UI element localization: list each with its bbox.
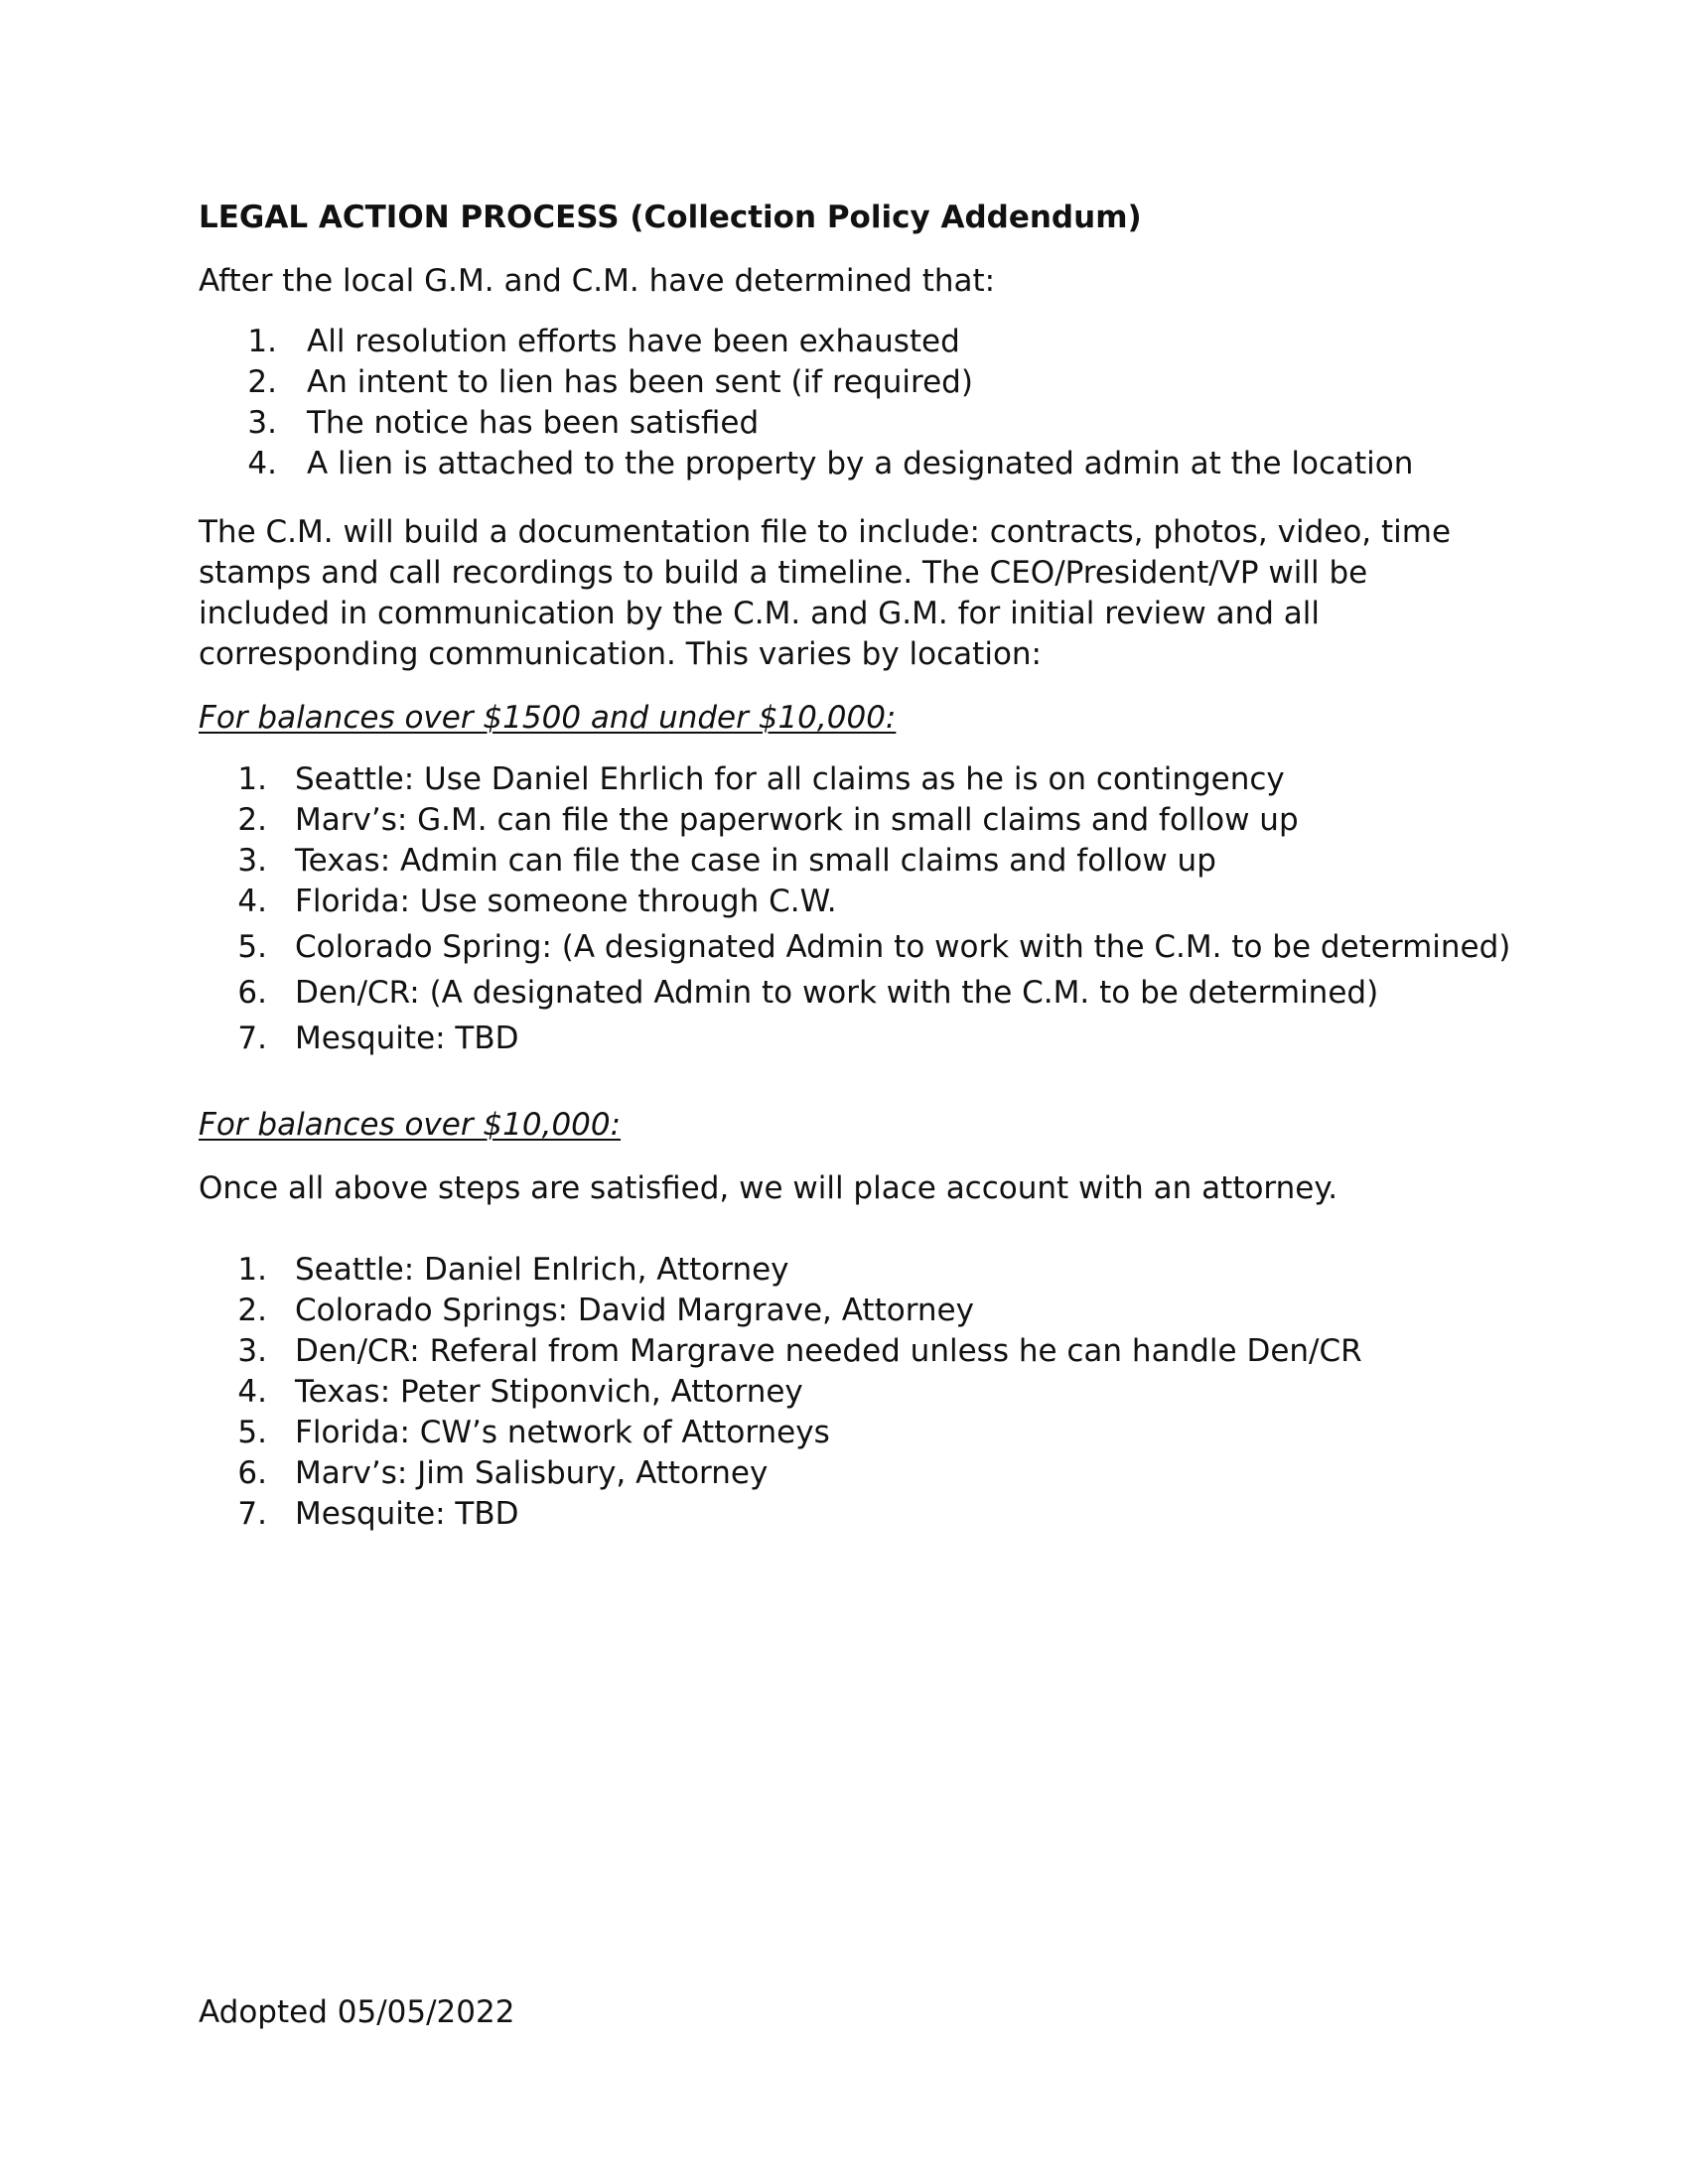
- list-item-number: 3.: [247, 405, 277, 441]
- attorney-list: [223, 1250, 1544, 1535]
- document-title: LEGAL ACTION PROCESS (Collection Policy Addendum): [199, 200, 1142, 235]
- list-item-number: 5.: [237, 929, 267, 965]
- paragraph-line: corresponding communication. This varies by location:: [199, 636, 1043, 672]
- list-item-text: Seattle: Use Daniel Ehrlich for all claims as he is on contingency: [295, 761, 1285, 797]
- list-item-number: 2.: [247, 364, 277, 400]
- list-item-number: 1.: [237, 1252, 267, 1288]
- list-item-text: Seattle: Daniel Enlrich, Attorney: [295, 1252, 789, 1288]
- list-item: [223, 1019, 1544, 1059]
- list-item-text: Marv’s: Jim Salisbury, Attorney: [295, 1455, 769, 1491]
- list-item-text: Florida: CW’s network of Attorneys: [295, 1415, 830, 1450]
- list-item-text: Den/CR: (A designated Admin to work with the C.M. to be determined): [295, 975, 1379, 1011]
- list-item: [223, 1453, 1544, 1494]
- list-item-text: Texas: Admin can file the case in small claims and follow up: [295, 843, 1216, 879]
- list-item: [223, 1291, 1544, 1331]
- list-item-text: Florida: Use someone through C.W.: [295, 884, 837, 919]
- list-item-number: 5.: [237, 1415, 267, 1450]
- list-item: [223, 800, 1544, 841]
- small-balances-list: [223, 759, 1544, 1059]
- list-item-text: The notice has been satisfied: [307, 405, 760, 441]
- list-item-text: Colorado Spring: (A designated Admin to work with the C.M. to be determined): [295, 929, 1511, 965]
- list-item-number: 2.: [237, 1293, 267, 1328]
- list-item-text: An intent to lien has been sent (if required): [307, 364, 973, 400]
- small-balances-heading: For balances over $1500 and under $10,000:: [199, 700, 897, 736]
- list-item-text: A lien is attached to the property by a designated admin at the location: [307, 446, 1414, 481]
- list-item: [223, 1372, 1544, 1413]
- list-item-number: 3.: [237, 1333, 267, 1369]
- list-item-number: 6.: [237, 1455, 267, 1491]
- list-item: [223, 1250, 1544, 1291]
- list-item: [233, 322, 1554, 362]
- list-item: [223, 1494, 1544, 1535]
- list-item-text: Colorado Springs: David Margrave, Attorney: [295, 1293, 974, 1328]
- list-item-number: 3.: [237, 843, 267, 879]
- large-balances-statement: Once all above steps are satisfied, we will place account with an attorney.: [199, 1170, 1338, 1206]
- paragraph-line: included in communication by the C.M. and G.M. for initial review and all: [199, 596, 1320, 631]
- list-item-text: Marv’s: G.M. can file the paperwork in small claims and follow up: [295, 802, 1299, 838]
- intro-text: After the local G.M. and C.M. have determined that:: [199, 263, 996, 299]
- list-item-number: 4.: [237, 1374, 267, 1410]
- list-item: [233, 362, 1554, 403]
- list-item: [223, 882, 1544, 922]
- paragraph-line: stamps and call recordings to build a timeline. The CEO/President/VP will be: [199, 555, 1368, 591]
- list-item: [223, 927, 1544, 968]
- list-item-number: 7.: [237, 1021, 267, 1056]
- large-balances-heading: For balances over $10,000:: [199, 1107, 622, 1143]
- adopted-date: Adopted 05/05/2022: [199, 1994, 515, 2030]
- list-item-text: Den/CR: Referal from Margrave needed unless he can handle Den/CR: [295, 1333, 1362, 1369]
- list-item: [223, 973, 1544, 1014]
- list-item: [233, 444, 1554, 484]
- list-item: [223, 1413, 1544, 1453]
- paragraph-line: The C.M. will build a documentation file to include: contracts, photos, video, time: [199, 514, 1452, 550]
- list-item: [223, 759, 1544, 800]
- list-item-text: Texas: Peter Stiponvich, Attorney: [295, 1374, 803, 1410]
- list-item-number: 2.: [237, 802, 267, 838]
- list-item-number: 7.: [237, 1496, 267, 1532]
- list-item-number: 4.: [237, 884, 267, 919]
- list-item: [223, 1331, 1544, 1372]
- list-item-text: Mesquite: TBD: [295, 1496, 519, 1532]
- list-item-number: 6.: [237, 975, 267, 1011]
- documentation-paragraph: [199, 512, 1529, 675]
- list-item-number: 1.: [237, 761, 267, 797]
- list-item-number: 1.: [247, 324, 277, 359]
- list-item-number: 4.: [247, 446, 277, 481]
- list-item-text: All resolution efforts have been exhausted: [307, 324, 960, 359]
- list-item: [223, 841, 1544, 882]
- list-item-text: Mesquite: TBD: [295, 1021, 519, 1056]
- criteria-list: [233, 322, 1554, 484]
- list-item: [233, 403, 1554, 444]
